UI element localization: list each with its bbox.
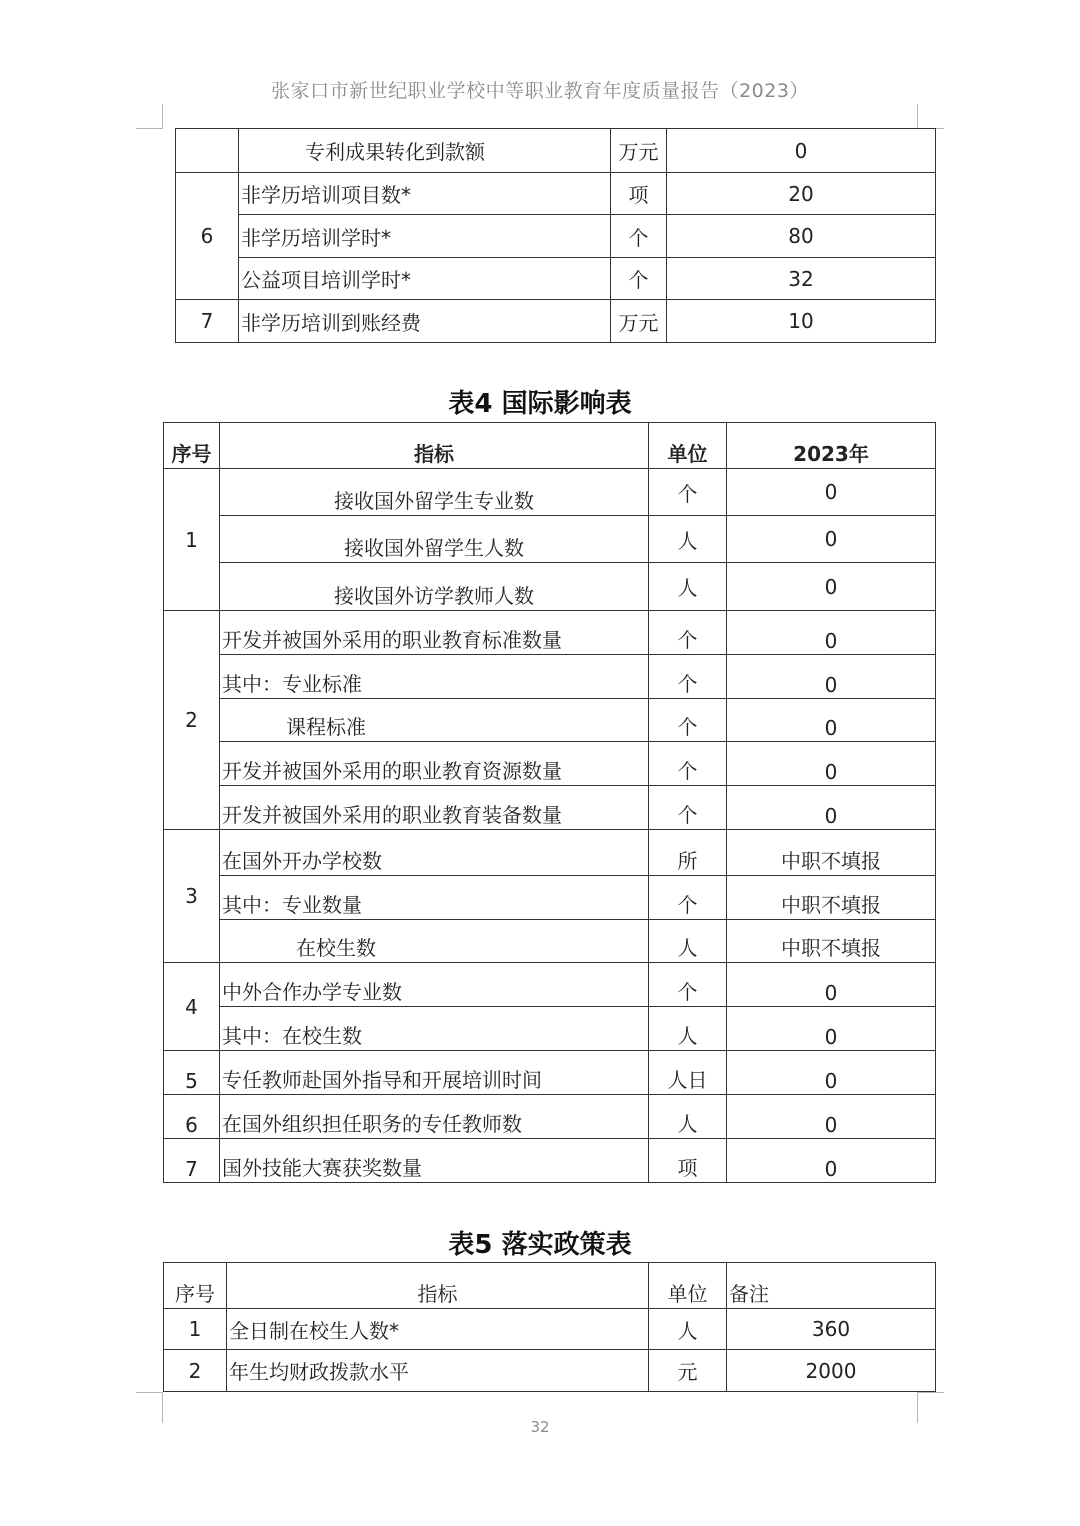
indicator-cell: 非学历培训项目数* [239,173,611,215]
value-cell: 0 [727,563,936,611]
header-indicator: 指标 [227,1263,649,1309]
table-row [176,215,936,258]
row-number-cell: 1 [164,1309,227,1350]
unit-cell: 人 [649,563,727,611]
table-row [164,655,936,699]
table-row [164,876,936,920]
unit-cell: 元 [649,1350,727,1392]
value-cell: 中职不填报 [727,876,936,920]
value-cell: 0 [727,611,936,655]
unit-cell: 人日 [649,1051,727,1095]
unit-cell: 个 [649,963,727,1007]
row-number-cell: 6 [164,1095,220,1139]
unit-cell: 个 [649,699,727,742]
unit-cell: 万元 [611,129,667,173]
row-number-cell: 2 [164,611,220,830]
indicator-cell: 非学历培训到账经费 [239,300,611,343]
table-row [164,1309,936,1350]
indicator-cell: 开发并被国外采用的职业教育标准数量 [220,611,649,655]
indicator-cell: 接收国外访学教师人数 [220,563,649,611]
value-cell: 0 [727,1007,936,1051]
table-row [164,699,936,742]
table-row [164,742,936,786]
indicator-cell: 开发并被国外采用的职业教育资源数量 [220,742,649,786]
value-cell: 0 [727,1095,936,1139]
value-cell: 20 [667,173,936,215]
row-number-cell: 2 [164,1350,227,1392]
value-cell: 0 [727,742,936,786]
unit-cell: 个 [649,786,727,830]
value-cell: 0 [727,516,936,563]
table-row [164,563,936,611]
unit-cell: 万元 [611,300,667,343]
header-indicator: 指标 [220,423,649,469]
unit-cell: 人 [649,1309,727,1350]
table-row [164,1350,936,1392]
unit-cell: 项 [649,1139,727,1183]
value-cell: 中职不填报 [727,920,936,963]
table4-title: 表4 国际影响表 [448,389,632,419]
table-row [164,469,936,516]
table-row [176,258,936,300]
indicator-cell: 其中：在校生数 [220,1007,649,1051]
row-number-cell: 4 [164,963,220,1051]
value-cell: 80 [667,215,936,258]
unit-cell: 人 [649,516,727,563]
indicator-cell: 中外合作办学专业数 [220,963,649,1007]
value-cell: 0 [727,786,936,830]
unit-cell: 个 [649,469,727,516]
crop-mark-top-left [136,104,163,129]
unit-cell: 个 [649,742,727,786]
table-row [164,1007,936,1051]
value-cell: 0 [727,963,936,1007]
table4 [163,422,936,1183]
table5-title: 表5 落实政策表 [448,1230,632,1260]
page-header: 张家口市新世纪职业学校中等职业教育年度质量报告（2023） [271,80,809,102]
table5-header-row [164,1263,936,1309]
indicator-cell: 公益项目培训学时* [239,258,611,300]
indicator-cell: 国外技能大赛获奖数量 [220,1139,649,1183]
indicator-cell: 非学历培训学时* [239,215,611,258]
table-row [176,129,936,173]
table3-continuation [175,128,936,343]
header-unit: 单位 [649,423,727,469]
table-row [176,173,936,215]
unit-cell: 人 [649,920,727,963]
row-number-cell: 7 [164,1139,220,1183]
table-row [164,920,936,963]
value-cell: 10 [667,300,936,343]
crop-mark-top-right [917,104,944,129]
unit-cell: 个 [649,876,727,920]
table-row [176,300,936,343]
value-cell: 中职不填报 [727,830,936,876]
value-cell: 0 [727,1139,936,1183]
value-cell: 0 [727,655,936,699]
value-cell: 360 [727,1309,936,1350]
value-cell: 2000 [727,1350,936,1392]
table-row [164,830,936,876]
indicator-cell: 在国外开办学校数 [220,830,649,876]
row-number-cell: 3 [164,830,220,963]
row-number-cell: 6 [176,173,239,300]
indicator-cell: 开发并被国外采用的职业教育装备数量 [220,786,649,830]
header-note: 备注 [727,1263,936,1309]
indicator-cell: 在国外组织担任职务的专任教师数 [220,1095,649,1139]
table-row [164,611,936,655]
indicator-cell: 年生均财政拨款水平 [227,1350,649,1392]
unit-cell: 个 [611,258,667,300]
unit-cell: 人 [649,1007,727,1051]
table4-header-row [164,423,936,469]
unit-cell: 个 [649,611,727,655]
indicator-cell: 在校生数 [220,920,649,963]
row-number-cell: 5 [164,1051,220,1095]
indicator-cell: 全日制在校生人数* [227,1309,649,1350]
row-number-cell: 7 [176,300,239,343]
table-row [164,786,936,830]
header-no: 序号 [164,423,220,469]
unit-cell: 个 [611,215,667,258]
value-cell: 0 [727,699,936,742]
indicator-cell: 专任教师赴国外指导和开展培训时间 [220,1051,649,1095]
table-row [164,1139,936,1183]
table5 [163,1262,936,1392]
table-row [164,1095,936,1139]
row-number-cell [176,129,239,173]
value-cell: 32 [667,258,936,300]
indicator-cell: 接收国外留学生人数 [220,516,649,563]
unit-cell: 所 [649,830,727,876]
unit-cell: 项 [611,173,667,215]
indicator-cell: 课程标准 [220,699,649,742]
header-unit: 单位 [649,1263,727,1309]
value-cell: 0 [727,1051,936,1095]
unit-cell: 个 [649,655,727,699]
header-year: 2023年 [727,423,936,469]
table-row [164,963,936,1007]
indicator-cell: 专利成果转化到款额 [239,129,611,173]
indicator-cell: 其中：专业数量 [220,876,649,920]
value-cell: 0 [727,469,936,516]
header-no: 序号 [164,1263,227,1309]
indicator-cell: 其中：专业标准 [220,655,649,699]
indicator-cell: 接收国外留学生专业数 [220,469,649,516]
unit-cell: 人 [649,1095,727,1139]
row-number-cell: 1 [164,469,220,611]
value-cell: 0 [667,129,936,173]
table-row [164,1051,936,1095]
page-number: 32 [530,1418,550,1436]
table-row [164,516,936,563]
